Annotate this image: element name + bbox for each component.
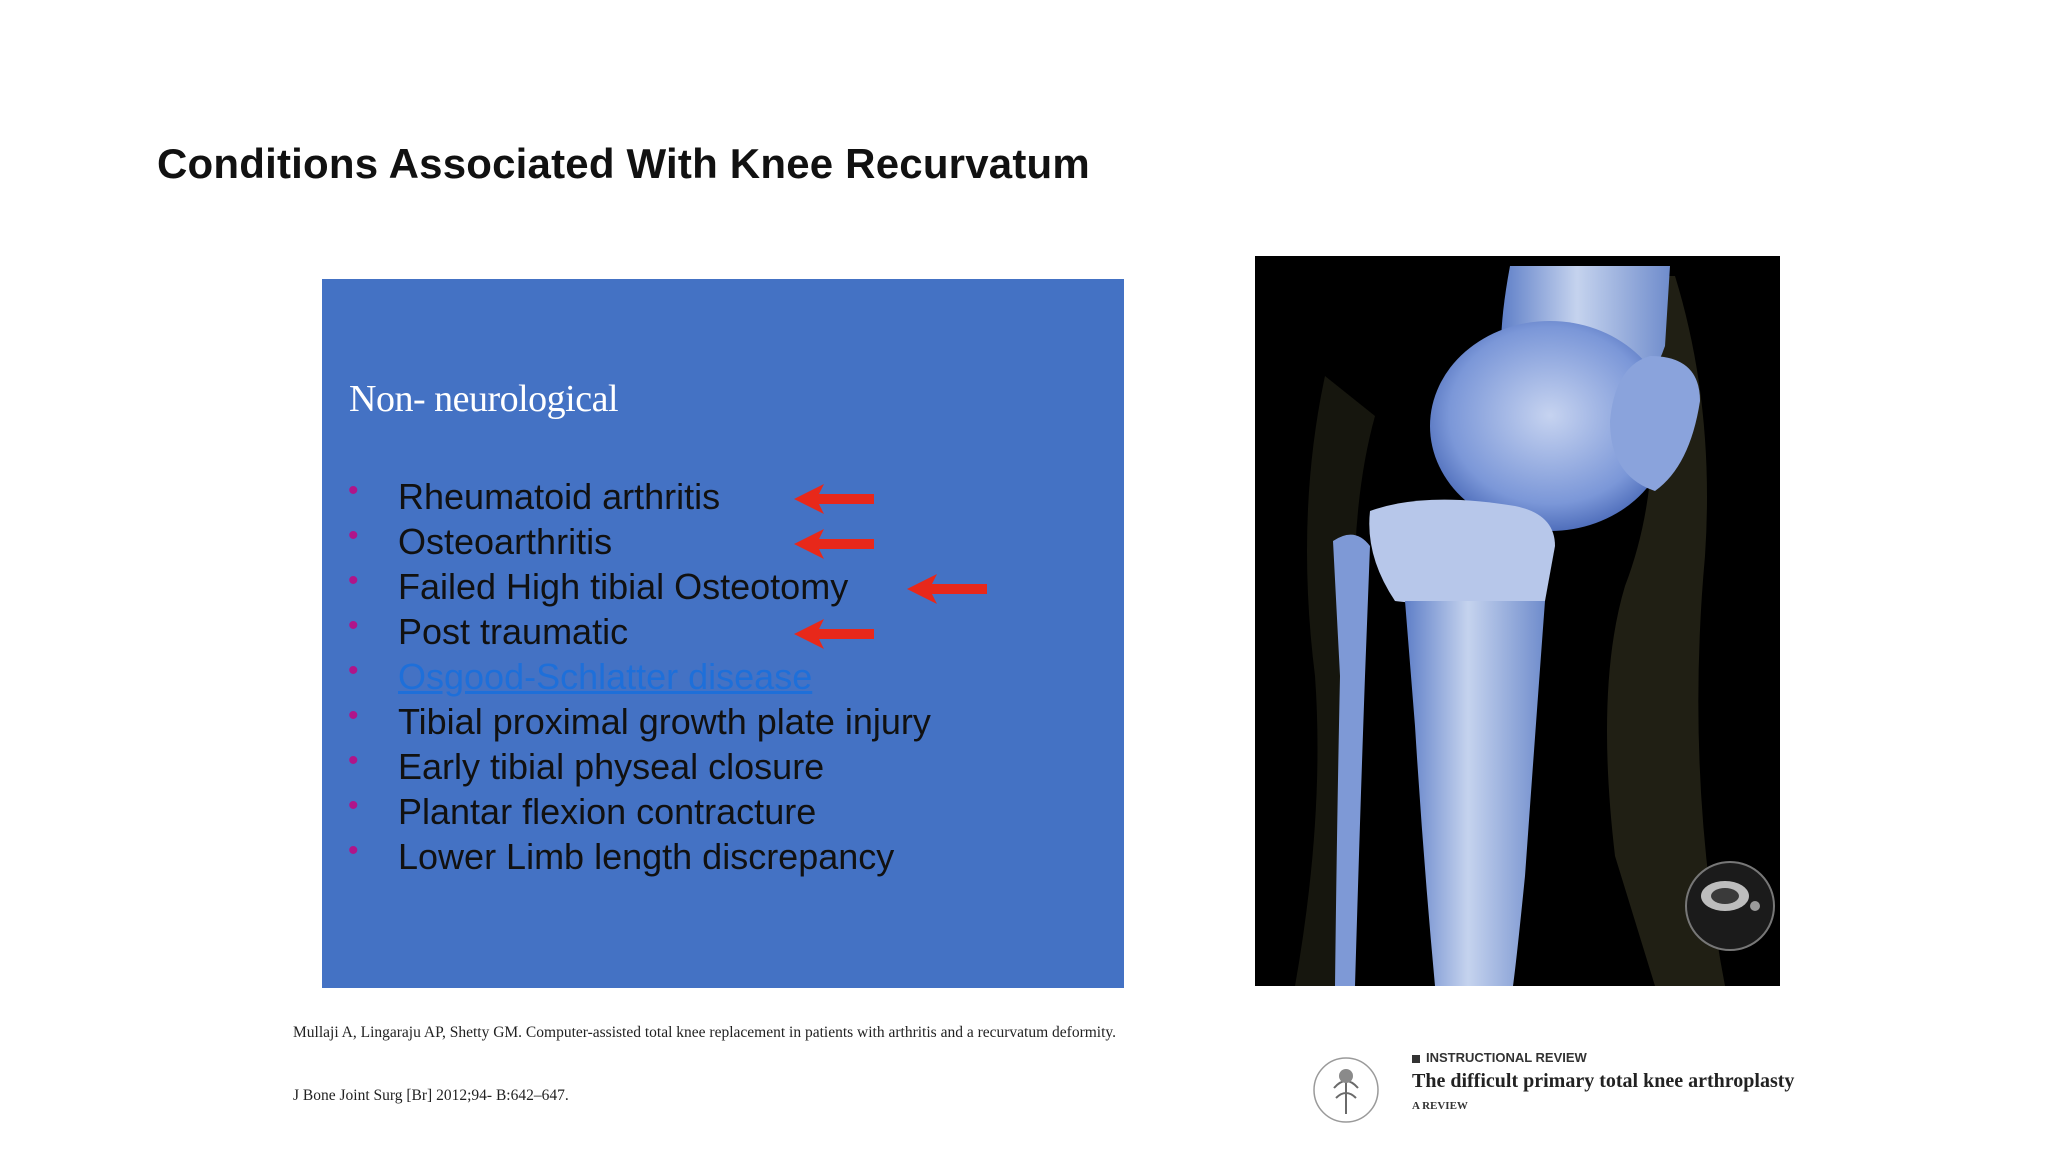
square-icon [1412, 1055, 1420, 1063]
bullet-icon: • [348, 474, 359, 507]
condition-label: Failed High tibial Osteotomy [398, 566, 849, 607]
bullet-icon: • [348, 519, 359, 552]
citation-line-2: J Bone Joint Surg [Br] 2012;94- B:642–647. [293, 1087, 569, 1104]
condition-label: Tibial proximal growth plate injury [398, 701, 931, 742]
osgood-schlatter-link[interactable]: Osgood-Schlatter disease [398, 656, 813, 697]
bullet-icon: • [348, 789, 359, 822]
red-arrow-icon [792, 617, 874, 651]
condition-label: Rheumatoid arthritis [398, 476, 721, 517]
journal-section-text: INSTRUCTIONAL REVIEW [1426, 1050, 1587, 1065]
bullet-icon: • [348, 609, 359, 642]
bullet-icon: • [348, 834, 359, 867]
red-arrow-icon [905, 572, 987, 606]
knee-ct-image [1255, 256, 1780, 986]
condition-label: Osteoarthritis [398, 521, 613, 562]
journal-article-title: The difficult primary total knee arthroplasty [1412, 1070, 1795, 1092]
knee-bone-illustration [1255, 256, 1780, 986]
red-arrow-icon [792, 482, 874, 516]
journal-section-label [1412, 1050, 1587, 1065]
citation-line-1: Mullaji A, Lingaraju AP, Shetty GM. Computer-assisted total knee replacement in patients with arthritis and a recurvatum deformity. [293, 1024, 1117, 1041]
bullet-icon: • [348, 564, 359, 597]
bullet-icon: • [348, 744, 359, 777]
journal-seal-icon [1310, 1052, 1382, 1132]
bullet-icon: • [348, 654, 359, 687]
bullet-icon: • [348, 699, 359, 732]
red-arrow-icon [792, 527, 874, 561]
panel-heading: Non- neurological [349, 378, 619, 420]
condition-label: Post traumatic [398, 611, 629, 652]
condition-label: Lower Limb length discrepancy [398, 836, 895, 877]
conditions-panel [322, 279, 1124, 988]
condition-label: Early tibial physeal closure [398, 746, 825, 787]
condition-label: Plantar flexion contracture [398, 791, 817, 832]
slide-title: Conditions Associated With Knee Recurvatum [157, 140, 1090, 187]
journal-article-type: A REVIEW [1412, 1100, 1468, 1112]
